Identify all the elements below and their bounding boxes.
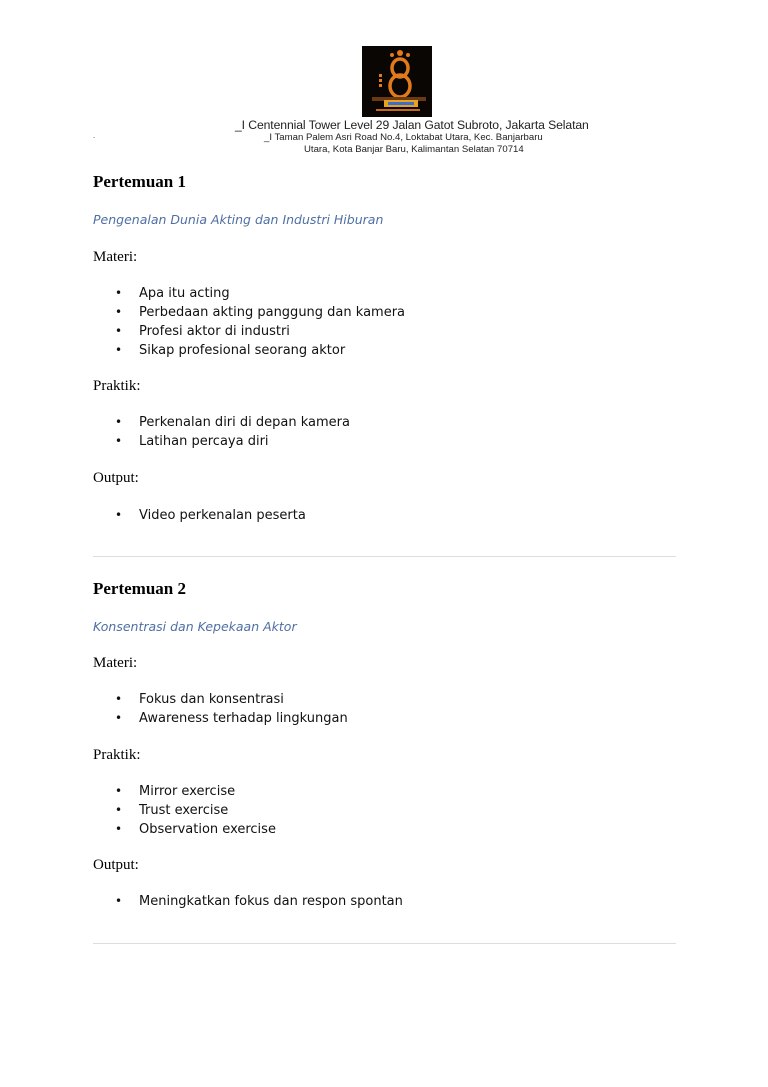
output-label: Output: bbox=[93, 857, 139, 873]
praktik-list bbox=[93, 782, 653, 839]
bullet-icon: • bbox=[115, 894, 123, 908]
bullet-icon: • bbox=[115, 286, 123, 300]
session-1 bbox=[93, 172, 676, 523]
address-line-3: Utara, Kota Banjar Baru, Kalimantan Selatan 70714 bbox=[304, 144, 524, 155]
list-item: • Profesi aktor di industri bbox=[115, 324, 290, 339]
list-item: • Perbedaan akting panggung dan kamera bbox=[115, 305, 406, 320]
materi-list bbox=[93, 690, 653, 728]
bullet-icon: • bbox=[115, 711, 123, 725]
address-line-1: _I Centennial Tower Level 29 Jalan Gatot Subroto, Jakarta Selatan bbox=[235, 118, 589, 132]
list-item: • Mirror exercise bbox=[115, 784, 236, 799]
bullet-icon: • bbox=[115, 415, 123, 429]
praktik-label: Praktik: bbox=[93, 378, 141, 394]
list-item: • Fokus dan konsentrasi bbox=[115, 692, 284, 707]
materi-list bbox=[93, 284, 653, 360]
list-item: • Video perkenalan peserta bbox=[115, 508, 306, 523]
bullet-icon: • bbox=[115, 784, 123, 798]
bullet-icon: • bbox=[115, 343, 123, 357]
margin-marker: . bbox=[93, 131, 96, 140]
materi-label: Materi: bbox=[93, 655, 138, 671]
session-subtitle: Konsentrasi dan Kepekaan Aktor bbox=[93, 619, 297, 634]
list-item: • Latihan percaya diri bbox=[115, 434, 269, 449]
list-item: • Meningkatkan fokus dan respon spontan bbox=[115, 894, 403, 909]
session-subtitle: Pengenalan Dunia Akting dan Industri Hiburan bbox=[93, 212, 384, 227]
session-2 bbox=[93, 579, 676, 909]
session-title: Pertemuan 1 bbox=[93, 172, 187, 191]
bullet-icon: • bbox=[115, 305, 123, 319]
bullet-icon: • bbox=[115, 434, 123, 448]
section-divider bbox=[93, 943, 676, 944]
praktik-list bbox=[93, 413, 653, 451]
output-label: Output: bbox=[93, 470, 139, 486]
bullet-icon: • bbox=[115, 692, 123, 706]
list-item: • Perkenalan diri di depan kamera bbox=[115, 415, 350, 430]
praktik-label: Praktik: bbox=[93, 747, 141, 763]
output-list bbox=[93, 892, 653, 911]
list-item: • Observation exercise bbox=[115, 822, 276, 837]
materi-label: Materi: bbox=[93, 249, 138, 265]
list-item: • Apa itu acting bbox=[115, 286, 230, 301]
section-divider bbox=[93, 556, 676, 557]
list-item: • Awareness terhadap lingkungan bbox=[115, 711, 348, 726]
bullet-icon: • bbox=[115, 803, 123, 817]
address-line-2: _I Taman Palem Asri Road No.4, Loktabat Utara, Kec. Banjarbaru bbox=[264, 132, 543, 143]
output-list bbox=[93, 506, 653, 525]
session-title: Pertemuan 2 bbox=[93, 579, 187, 598]
bullet-icon: • bbox=[115, 508, 123, 522]
list-item: • Sikap profesional seorang aktor bbox=[115, 343, 346, 358]
eight-actors-logo-icon bbox=[362, 46, 432, 117]
list-item: • Trust exercise bbox=[115, 803, 229, 818]
bullet-icon: • bbox=[115, 822, 123, 836]
bullet-icon: • bbox=[115, 324, 123, 338]
